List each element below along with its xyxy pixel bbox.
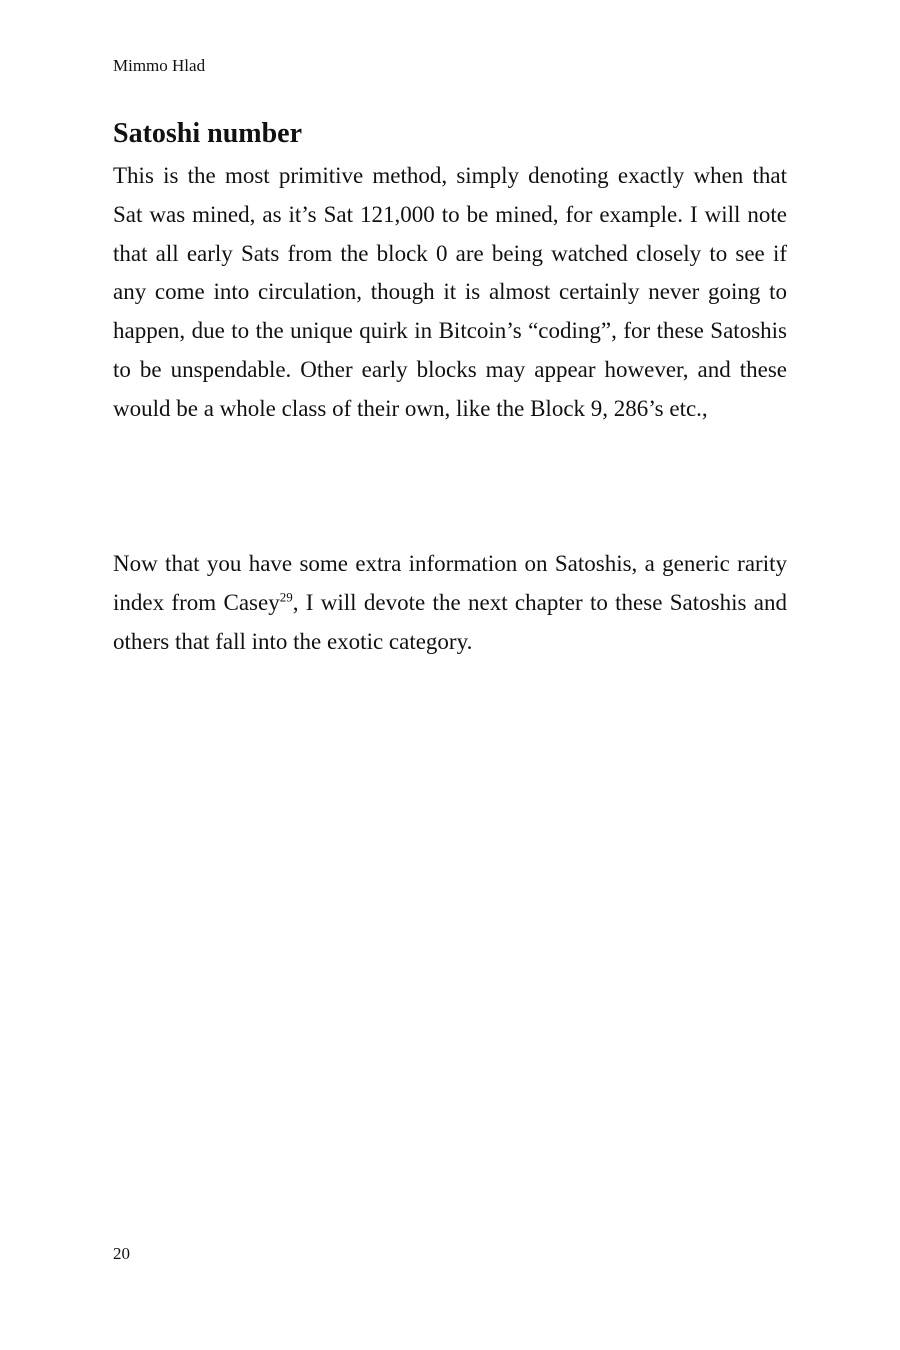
paragraph-text: Now that you have some extra information on Satoshis, a generic rarity index from Casey <box>113 551 787 615</box>
footnote-reference: 29 <box>279 589 293 605</box>
page-number: 20 <box>113 1244 130 1263</box>
body-paragraph <box>113 545 787 661</box>
running-header-author: Mimmo Hlad <box>113 56 206 75</box>
paragraph-text: , I will devote the next chapter to these Satoshis and others that fall into the exotic category. <box>113 589 787 654</box>
section-title: Satoshi number <box>113 118 303 149</box>
body-paragraph: This is the most primitive method, simply denoting exactly when that Sat was mined, as it’s Sat 121,000 to be mined, for example. I will note that all early Sats from the block 0 are being watched closely to see if any come into circulation, though it is almost certainly never going to happen, due to the unique quirk in Bitcoin’s “coding”, for these Satoshis to be unspendable. Other early blocks may appear however, and these would be a whole class of their own, like the Block 9, 286’s etc., <box>113 163 787 421</box>
